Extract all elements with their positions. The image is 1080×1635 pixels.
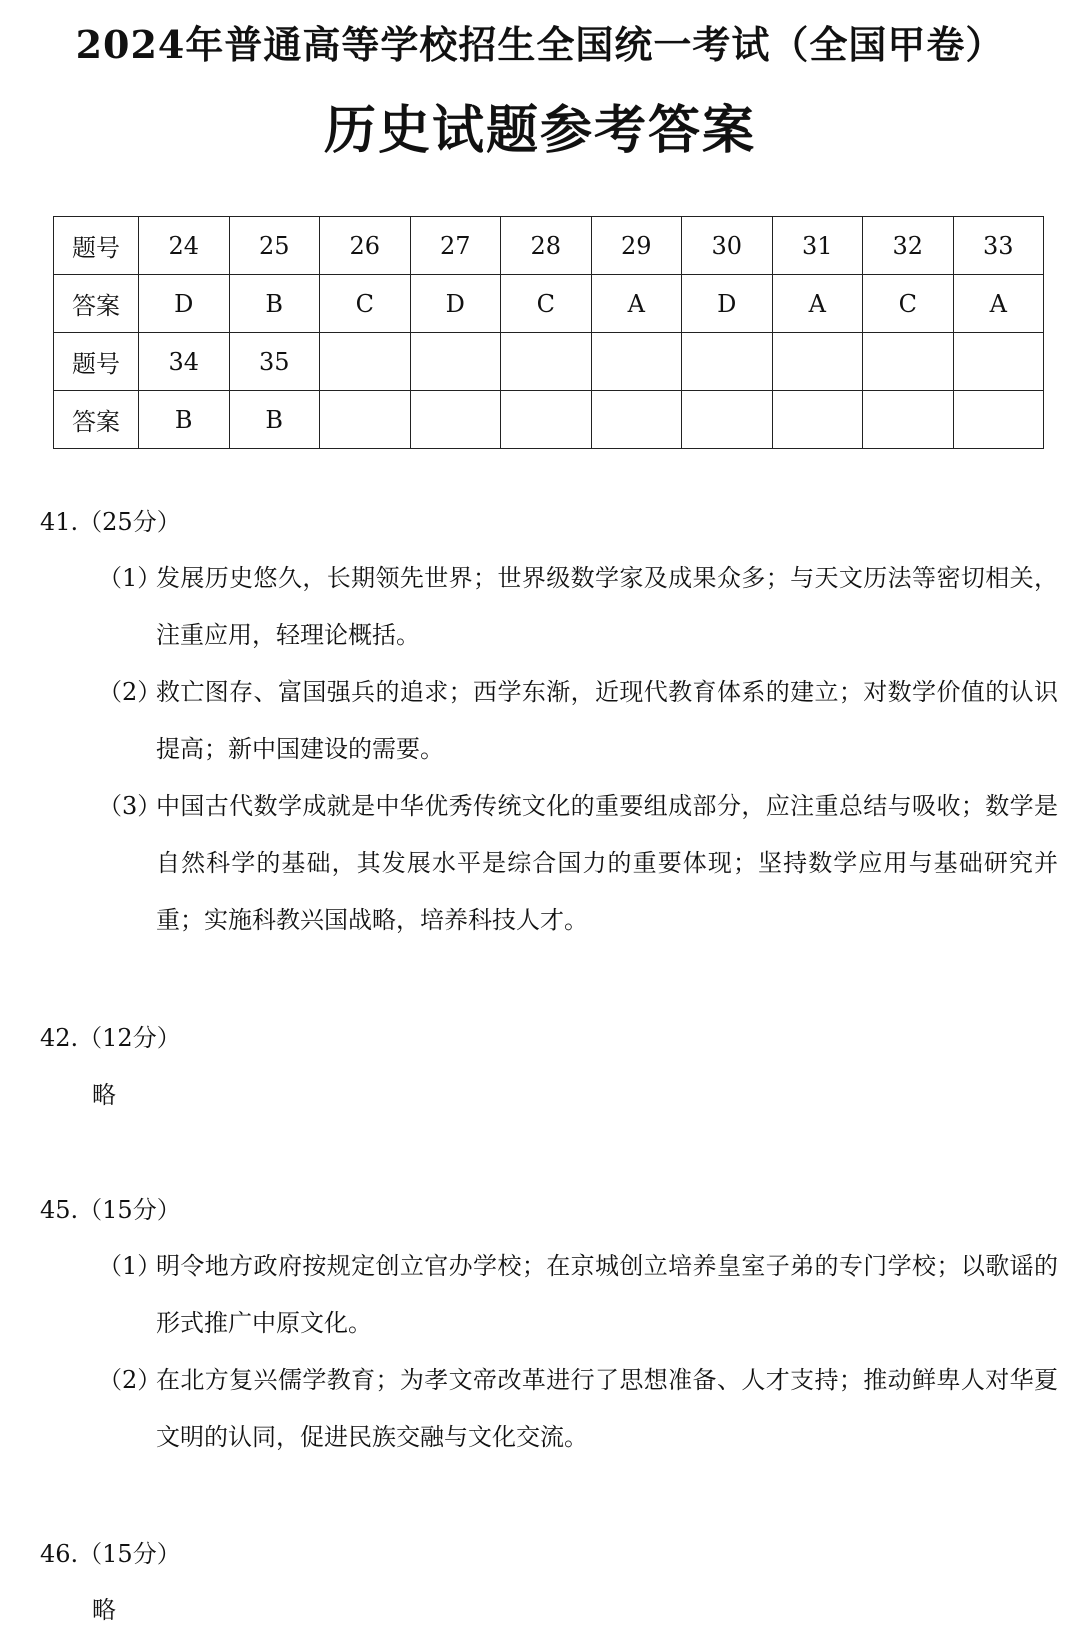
- table-cell: A: [772, 275, 863, 333]
- table-row: [54, 217, 1044, 275]
- table-cell: [863, 333, 954, 391]
- item-marker: （1）: [98, 564, 162, 592]
- table-cell: D: [682, 275, 773, 333]
- question-46-heading: 46.（15分）: [40, 1540, 181, 1568]
- document-subtitle: 历史试题参考答案: [323, 100, 756, 161]
- document-title: 2024年普通高等学校招生全国统一考试（全国甲卷）: [75, 22, 1005, 67]
- table-cell: 35: [229, 333, 320, 391]
- item-text: 中国古代数学成就是中华优秀传统文化的重要组成部分，应注重总结与吸收；数学是自然科学的基础，其发展水平是综合国力的重要体现；坚持数学应用与基础研究并重；实施科教兴国战略，培养科技人才。: [156, 792, 1058, 934]
- table-cell: B: [229, 275, 320, 333]
- table-cell: 题号: [54, 333, 139, 391]
- answer-table: [53, 216, 1044, 449]
- item-text: 发展历史悠久，长期领先世界；世界级数学家及成果众多；与天文历法等密切相关，注重应用，轻理论概括。: [156, 564, 1058, 649]
- table-cell: [682, 391, 773, 449]
- table-cell: D: [139, 275, 230, 333]
- table-cell: 答案: [54, 275, 139, 333]
- question-41-part-1: [98, 550, 1058, 664]
- question-46-answer: 略: [92, 1596, 116, 1624]
- table-cell: A: [591, 275, 682, 333]
- table-cell: [501, 333, 592, 391]
- table-cell: 25: [229, 217, 320, 275]
- table-cell: C: [863, 275, 954, 333]
- table-cell: 32: [863, 217, 954, 275]
- table-cell: [501, 391, 592, 449]
- table-row: [54, 391, 1044, 449]
- question-45-part-1: [98, 1238, 1058, 1352]
- table-cell: A: [953, 275, 1044, 333]
- table-row: [54, 333, 1044, 391]
- table-cell: [863, 391, 954, 449]
- table-cell: C: [501, 275, 592, 333]
- table-cell: [772, 333, 863, 391]
- table-cell: [682, 333, 773, 391]
- table-cell: [320, 391, 411, 449]
- table-cell: 28: [501, 217, 592, 275]
- question-41-part-3: [98, 778, 1058, 949]
- question-42-answer: 略: [92, 1081, 116, 1109]
- table-cell: [320, 333, 411, 391]
- table-cell: 24: [139, 217, 230, 275]
- item-marker: （2）: [98, 1366, 162, 1394]
- item-marker: （2）: [98, 678, 162, 706]
- table-cell: B: [139, 391, 230, 449]
- table-cell: 34: [139, 333, 230, 391]
- table-cell: 题号: [54, 217, 139, 275]
- question-41-heading: 41.（25分）: [40, 508, 181, 536]
- table-row: [54, 275, 1044, 333]
- table-cell: 26: [320, 217, 411, 275]
- question-45-part-2: [98, 1352, 1058, 1466]
- question-45-heading: 45.（15分）: [40, 1196, 181, 1224]
- item-text: 救亡图存、富国强兵的追求；西学东渐，近现代教育体系的建立；对数学价值的认识提高；新中国建设的需要。: [156, 678, 1058, 763]
- table-cell: [591, 391, 682, 449]
- table-cell: [772, 391, 863, 449]
- table-cell: 答案: [54, 391, 139, 449]
- table-cell: B: [229, 391, 320, 449]
- table-cell: 30: [682, 217, 773, 275]
- table-cell: 33: [953, 217, 1044, 275]
- table-cell: 29: [591, 217, 682, 275]
- table-cell: [410, 333, 501, 391]
- item-marker: （1）: [98, 1252, 162, 1280]
- table-cell: [410, 391, 501, 449]
- table-cell: [953, 333, 1044, 391]
- table-cell: D: [410, 275, 501, 333]
- item-text: 在北方复兴儒学教育；为孝文帝改革进行了思想准备、人才支持；推动鲜卑人对华夏文明的认同，促进民族交融与文化交流。: [156, 1366, 1058, 1451]
- table-cell: [591, 333, 682, 391]
- question-41-part-2: [98, 664, 1058, 778]
- table-cell: 31: [772, 217, 863, 275]
- table-cell: 27: [410, 217, 501, 275]
- table-cell: [953, 391, 1044, 449]
- table-cell: C: [320, 275, 411, 333]
- question-42-heading: 42.（12分）: [40, 1024, 181, 1052]
- item-marker: （3）: [98, 792, 162, 820]
- item-text: 明令地方政府按规定创立官办学校；在京城创立培养皇室子弟的专门学校；以歌谣的形式推广中原文化。: [156, 1252, 1058, 1337]
